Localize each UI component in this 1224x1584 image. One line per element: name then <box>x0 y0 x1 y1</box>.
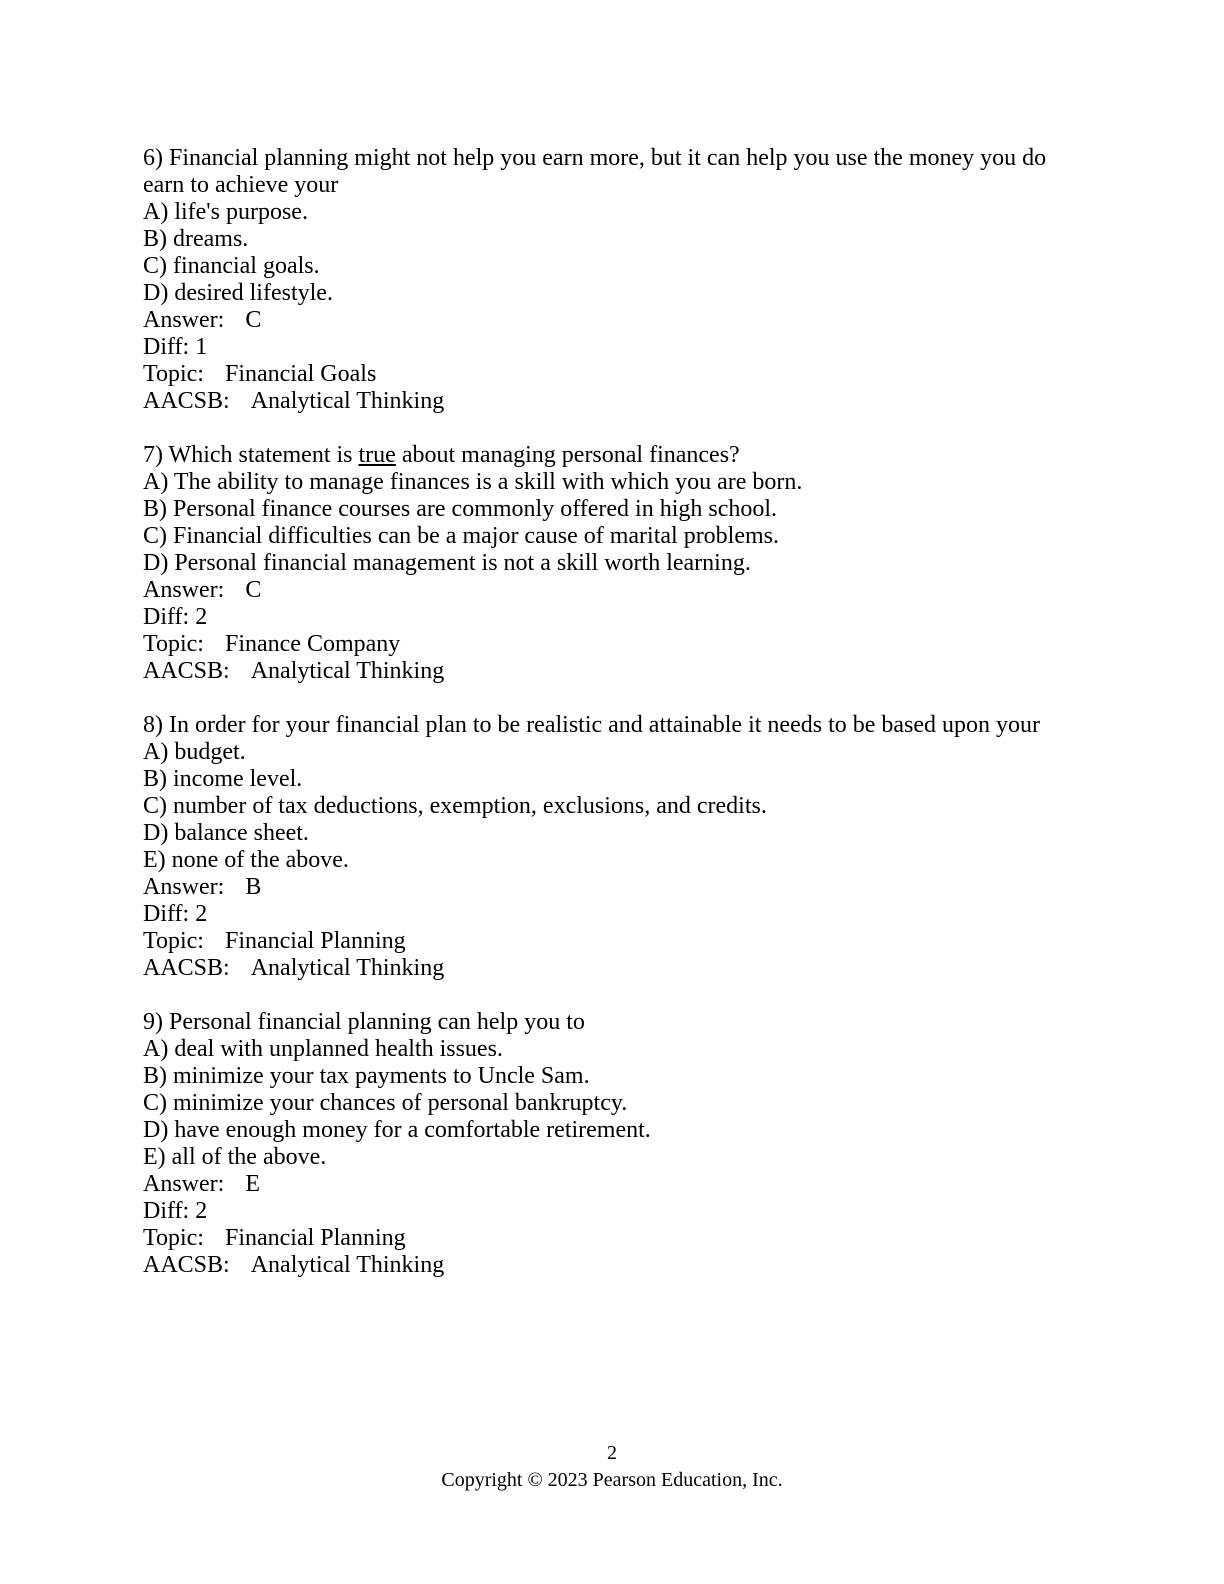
answer-option: B) dreams. <box>143 226 249 252</box>
topic-value: Finance Company <box>224 631 401 657</box>
diff-label: Diff: <box>143 604 190 630</box>
question-text-prefix: 8) In order for your financial plan to be realistic and attainable it needs to be based upon your <box>143 712 1041 738</box>
question-block-7 <box>143 442 1083 685</box>
diff-value: 1 <box>195 334 208 360</box>
topic-value: Financial Goals <box>224 361 377 387</box>
answer-label: Answer: <box>143 874 225 900</box>
topic-label: Topic: <box>143 1225 204 1251</box>
question-text <box>143 442 1083 469</box>
question-block-6 <box>143 145 1083 415</box>
aacsb-line <box>143 658 1083 685</box>
aacsb-label: AACSB: <box>143 658 230 684</box>
answer-option: E) all of the above. <box>143 1144 327 1170</box>
question-text-prefix: 6) Financial planning might not help you earn more, but it can help you use the money you do earn to achieve your <box>143 145 1047 198</box>
copyright-notice: Copyright © 2023 Pearson Education, Inc. <box>441 1469 783 1491</box>
answer-value: C <box>245 307 262 333</box>
diff-line <box>143 901 1083 928</box>
answer-line <box>143 874 1083 901</box>
aacsb-line <box>143 955 1083 982</box>
answer-line <box>143 1171 1083 1198</box>
aacsb-line <box>143 388 1083 415</box>
topic-line <box>143 1225 1083 1252</box>
aacsb-value: Analytical Thinking <box>250 955 445 981</box>
diff-value: 2 <box>195 604 208 630</box>
aacsb-value: Analytical Thinking <box>250 388 445 414</box>
answer-option: D) Personal financial management is not a skill worth learning. <box>143 550 751 576</box>
topic-value: Financial Planning <box>224 1225 406 1251</box>
question-text <box>143 145 1083 199</box>
question-text-prefix: 9) Personal financial planning can help you to <box>143 1009 585 1035</box>
topic-value: Financial Planning <box>224 928 406 954</box>
aacsb-value: Analytical Thinking <box>250 658 445 684</box>
diff-line <box>143 1198 1083 1225</box>
answer-value: B <box>245 874 262 900</box>
answer-option: A) life's purpose. <box>143 199 308 225</box>
question-block-8 <box>143 712 1083 982</box>
answer-option: E) none of the above. <box>143 847 349 873</box>
topic-label: Topic: <box>143 928 204 954</box>
question-text-suffix: about managing personal finances? <box>395 442 740 468</box>
answer-option: C) financial goals. <box>143 253 320 279</box>
topic-label: Topic: <box>143 361 204 387</box>
answer-line <box>143 577 1083 604</box>
answer-option: D) balance sheet. <box>143 820 309 846</box>
diff-line <box>143 604 1083 631</box>
answer-option: C) number of tax deductions, exemption, exclusions, and credits. <box>143 793 767 819</box>
topic-line <box>143 928 1083 955</box>
page-footer <box>0 1440 1224 1494</box>
question-text-underlined: true <box>358 442 396 468</box>
diff-label: Diff: <box>143 901 190 927</box>
question-block-9 <box>143 1009 1083 1279</box>
answer-line <box>143 307 1083 334</box>
answer-option: B) Personal finance courses are commonly offered in high school. <box>143 496 778 522</box>
answer-option: D) desired lifestyle. <box>143 280 333 306</box>
answer-label: Answer: <box>143 1171 225 1197</box>
diff-line <box>143 334 1083 361</box>
answer-label: Answer: <box>143 307 225 333</box>
aacsb-label: AACSB: <box>143 1252 230 1278</box>
aacsb-value: Analytical Thinking <box>250 1252 445 1278</box>
question-text <box>143 712 1083 739</box>
question-text <box>143 1009 1083 1036</box>
answer-option: B) minimize your tax payments to Uncle Sam. <box>143 1063 590 1089</box>
answer-value: C <box>245 577 262 603</box>
aacsb-label: AACSB: <box>143 388 230 414</box>
diff-label: Diff: <box>143 334 190 360</box>
answer-option: B) income level. <box>143 766 303 792</box>
topic-label: Topic: <box>143 631 204 657</box>
aacsb-line <box>143 1252 1083 1279</box>
diff-value: 2 <box>195 901 208 927</box>
answer-option: A) The ability to manage finances is a skill with which you are born. <box>143 469 803 495</box>
topic-line <box>143 631 1083 658</box>
answer-option: C) minimize your chances of personal bankruptcy. <box>143 1090 628 1116</box>
answer-value: E <box>245 1171 260 1197</box>
questions-list <box>143 145 1083 1306</box>
answer-option: D) have enough money for a comfortable retirement. <box>143 1117 651 1143</box>
aacsb-label: AACSB: <box>143 955 230 981</box>
topic-line <box>143 361 1083 388</box>
question-text-prefix: 7) Which statement is <box>143 442 359 468</box>
answer-option: A) budget. <box>143 739 246 765</box>
answer-label: Answer: <box>143 577 225 603</box>
answer-option: C) Financial difficulties can be a major cause of marital problems. <box>143 523 780 549</box>
diff-value: 2 <box>195 1198 208 1224</box>
answer-option: A) deal with unplanned health issues. <box>143 1036 503 1062</box>
diff-label: Diff: <box>143 1198 190 1224</box>
page-number: 2 <box>607 1442 617 1464</box>
